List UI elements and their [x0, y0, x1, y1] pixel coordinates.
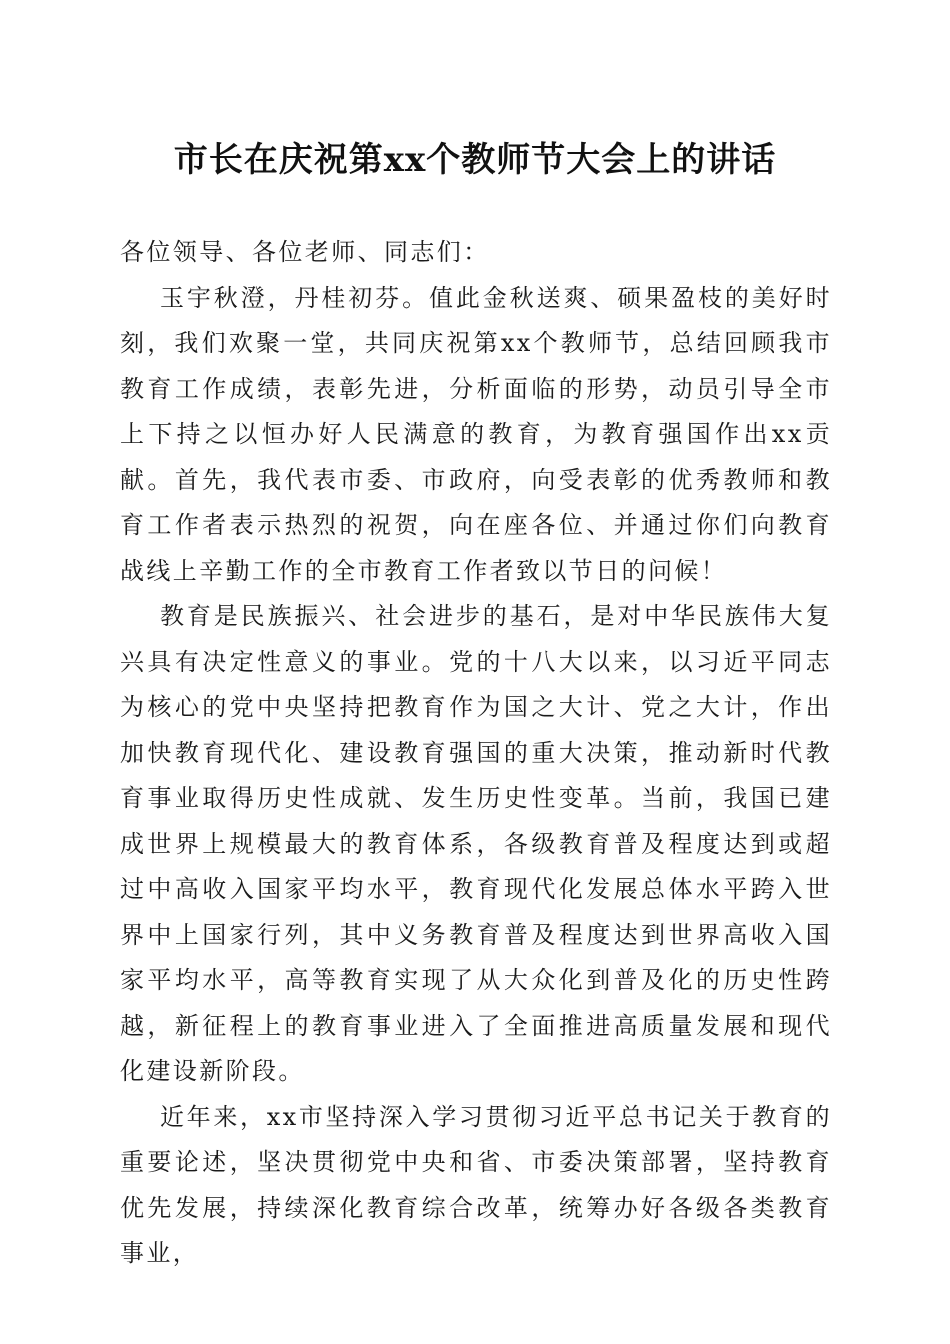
paragraph-2: 教育是民族振兴、社会进步的基石，是对中华民族伟大复兴具有决定性意义的事业。党的十八大以来，以习近平同志为核心的党中央坚持把教育作为国之大计、党之大计，作出加快教育现代化、建设教育强国的重大决策，推动新时代教育事业取得历史性成就、发生历史性变革。当前，我国已建成世界上规模最大的教育体系，各级教育普及程度达到或超过中高收入国家平均水平，教育现代化发展总体水平跨入世界中上国家行列，其中义务教育普及程度达到世界高收入国家平均水平，高等教育实现了从大众化到普及化的历史性跨越，新征程上的教育事业进入了全面推进高质量发展和现代化建设新阶段。 [120, 602, 832, 1085]
document-title: 市长在庆祝第xx个教师节大会上的讲话 [173, 140, 777, 180]
document-body [120, 230, 832, 1277]
salutation: 各位领导、各位老师、同志们： [120, 238, 490, 266]
paragraph-3: 近年来，xx市坚持深入学习贯彻习近平总书记关于教育的重要论述，坚决贯彻党中央和省、市委决策部署，坚持教育优先发展，持续深化教育综合改革，统筹办好各级各类教育事业， [120, 1102, 832, 1267]
paragraph-1: 玉宇秋澄，丹桂初芬。值此金秋送爽、硕果盈枝的美好时刻，我们欢聚一堂，共同庆祝第xx个教师节，总结回顾我市教育工作成绩，表彰先进，分析面临的形势，动员引导全市上下持之以恒办好人民满意的教育，为教育强国作出xx贡献。首先，我代表市委、市政府，向受表彰的优秀教师和教育工作者表示热烈的祝贺，向在座各位、并通过你们向教育战线上辛勤工作的全市教育工作者致以节日的问候！ [120, 283, 832, 585]
